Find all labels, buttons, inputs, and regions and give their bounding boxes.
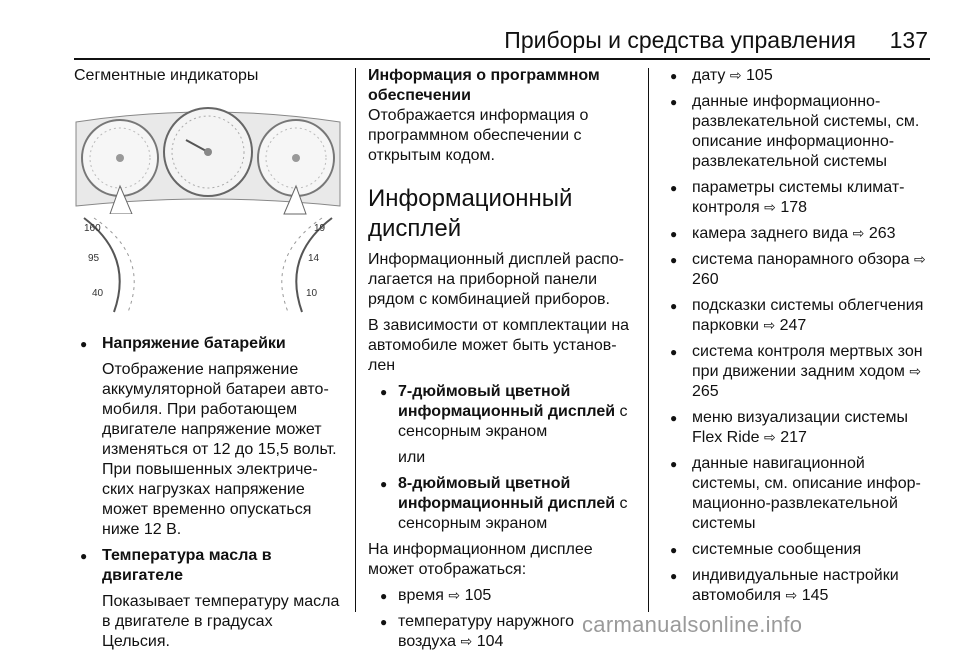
page-ref: 265: [692, 383, 719, 400]
page-ref-icon: ⇨: [729, 68, 742, 84]
item-text: дату: [692, 67, 726, 84]
list-item: [664, 540, 930, 560]
page-ref: 105: [746, 67, 773, 84]
page-ref: 104: [476, 633, 504, 650]
page-ref-icon: ⇨: [909, 364, 922, 380]
page-ref: 263: [868, 225, 896, 242]
list-item: [664, 408, 930, 448]
list-item: [664, 224, 930, 244]
list-item: [664, 250, 930, 290]
chapter-title: Приборы и средства управления: [504, 27, 856, 53]
page-ref-icon: ⇨: [785, 588, 798, 604]
display-options-list: [368, 382, 632, 442]
column-divider: [355, 68, 356, 612]
page-ref-icon: ⇨: [764, 430, 776, 446]
option-bold: 8-дюймовый цветной информационный дисплей: [398, 475, 616, 512]
list-item: [664, 454, 930, 534]
item-text: система панорамного обзора: [692, 251, 910, 268]
list-item: [664, 342, 930, 402]
page-ref: 145: [801, 587, 829, 604]
software-text: Отображается информация о программном обеспечении с открытым кодом.: [368, 107, 589, 164]
page-ref-icon: ⇨: [448, 588, 461, 604]
page-number: 137: [889, 27, 928, 53]
item-text: подсказки системы облегчения парковки: [692, 297, 924, 334]
item-title: ● Температура масла в двигателе: [102, 547, 272, 584]
item-text: Отображение напряжение аккумуляторной батареи авто-мобиля. При работающем двигателе напряжение может изменяться от 12 до 15,5 вольт. При повышенных электриче-ских нагрузках напряжение может временно опускаться ниже 12 В.: [102, 361, 337, 538]
cluster-illustration: [74, 106, 342, 318]
instrument-cluster-figure: [74, 106, 342, 318]
section-title-segment: Сегментные индикаторы: [74, 67, 259, 84]
right-tick-label: 14: [308, 253, 320, 264]
list-item: [368, 586, 632, 606]
page-ref: 260: [692, 271, 719, 288]
list-item: [664, 92, 930, 172]
page-ref: 178: [780, 199, 808, 216]
list-item: [664, 296, 930, 336]
display-options-list: [368, 474, 632, 534]
list-item: [74, 546, 344, 652]
page-ref-icon: ⇨: [460, 634, 473, 650]
item-text: меню визуализации системы Flex Ride: [692, 409, 908, 446]
option-rest: с сенсорным экраном: [398, 403, 628, 440]
item-text: данные информационно-развлекательной системы, см. описание информационно-развлекательной системы: [692, 93, 920, 170]
item-text: температуру наружного воздуха: [398, 613, 574, 650]
right-tick-label: 10: [306, 288, 318, 299]
item-text: время: [398, 587, 444, 604]
list-item: [664, 178, 930, 218]
or-text: или: [398, 449, 426, 466]
list-item: [664, 66, 930, 86]
item-text: системные сообщения: [692, 541, 862, 558]
segment-indicator-list: [74, 334, 344, 652]
paragraph: В зависимости от комплектации на автомобиле может быть установ-лен: [368, 317, 630, 374]
left-tick-label: 95: [88, 253, 100, 264]
right-tick-label: 19: [314, 223, 326, 234]
item-title: ● Напряжение батарейки: [102, 335, 286, 352]
left-tick-label: 160: [84, 223, 101, 234]
item-text: данные навигационной системы, см. описание инфор-мационно-развлекательной системы: [692, 455, 921, 532]
page-ref: 217: [780, 429, 807, 446]
left-tick-label: 40: [92, 288, 104, 299]
item-text: параметры системы климат-контроля: [692, 179, 905, 216]
page-ref-icon: ⇨: [914, 252, 926, 268]
displayed-items-list-continued: [664, 66, 930, 606]
page-ref-icon: ⇨: [763, 318, 776, 334]
column-2: [368, 66, 632, 658]
watermark: carmanualsonline.info: [582, 612, 803, 637]
page-ref: 247: [779, 317, 807, 334]
item-text: камера заднего вида: [692, 225, 849, 242]
page-ref: 105: [464, 587, 492, 604]
page-ref-icon: ⇨: [852, 226, 865, 242]
list-item: [664, 566, 930, 606]
item-text: индивидуальные настройки автомобиля: [692, 567, 899, 604]
list-item: [368, 382, 632, 442]
paragraph: На информационном дисплее может отображаться:: [368, 541, 593, 578]
header-rule: [74, 58, 930, 60]
option-bold: 7-дюймовый цветной информационный дисплей: [398, 383, 616, 420]
column-divider: [648, 68, 649, 612]
list-item: [368, 474, 632, 534]
section-title-info-display: Информационный дисплей: [368, 185, 573, 242]
page-header: [0, 0, 960, 60]
item-text: система контроля мертвых зон при движении задним ходом: [692, 343, 923, 380]
section-title-software: Информация о программном обеспечении: [368, 67, 600, 104]
item-text: Показывает температуру масла в двигателе в градусах Цельсия.: [102, 593, 340, 650]
list-item: [74, 334, 344, 540]
paragraph: Информационный дисплей распо-лагается на приборной панели рядом с комбинацией приборов.: [368, 251, 624, 308]
option-rest: с сенсорным экраном: [398, 495, 628, 532]
page-ref-icon: ⇨: [764, 200, 776, 216]
column-3: [664, 66, 930, 612]
column-1: [74, 66, 344, 658]
